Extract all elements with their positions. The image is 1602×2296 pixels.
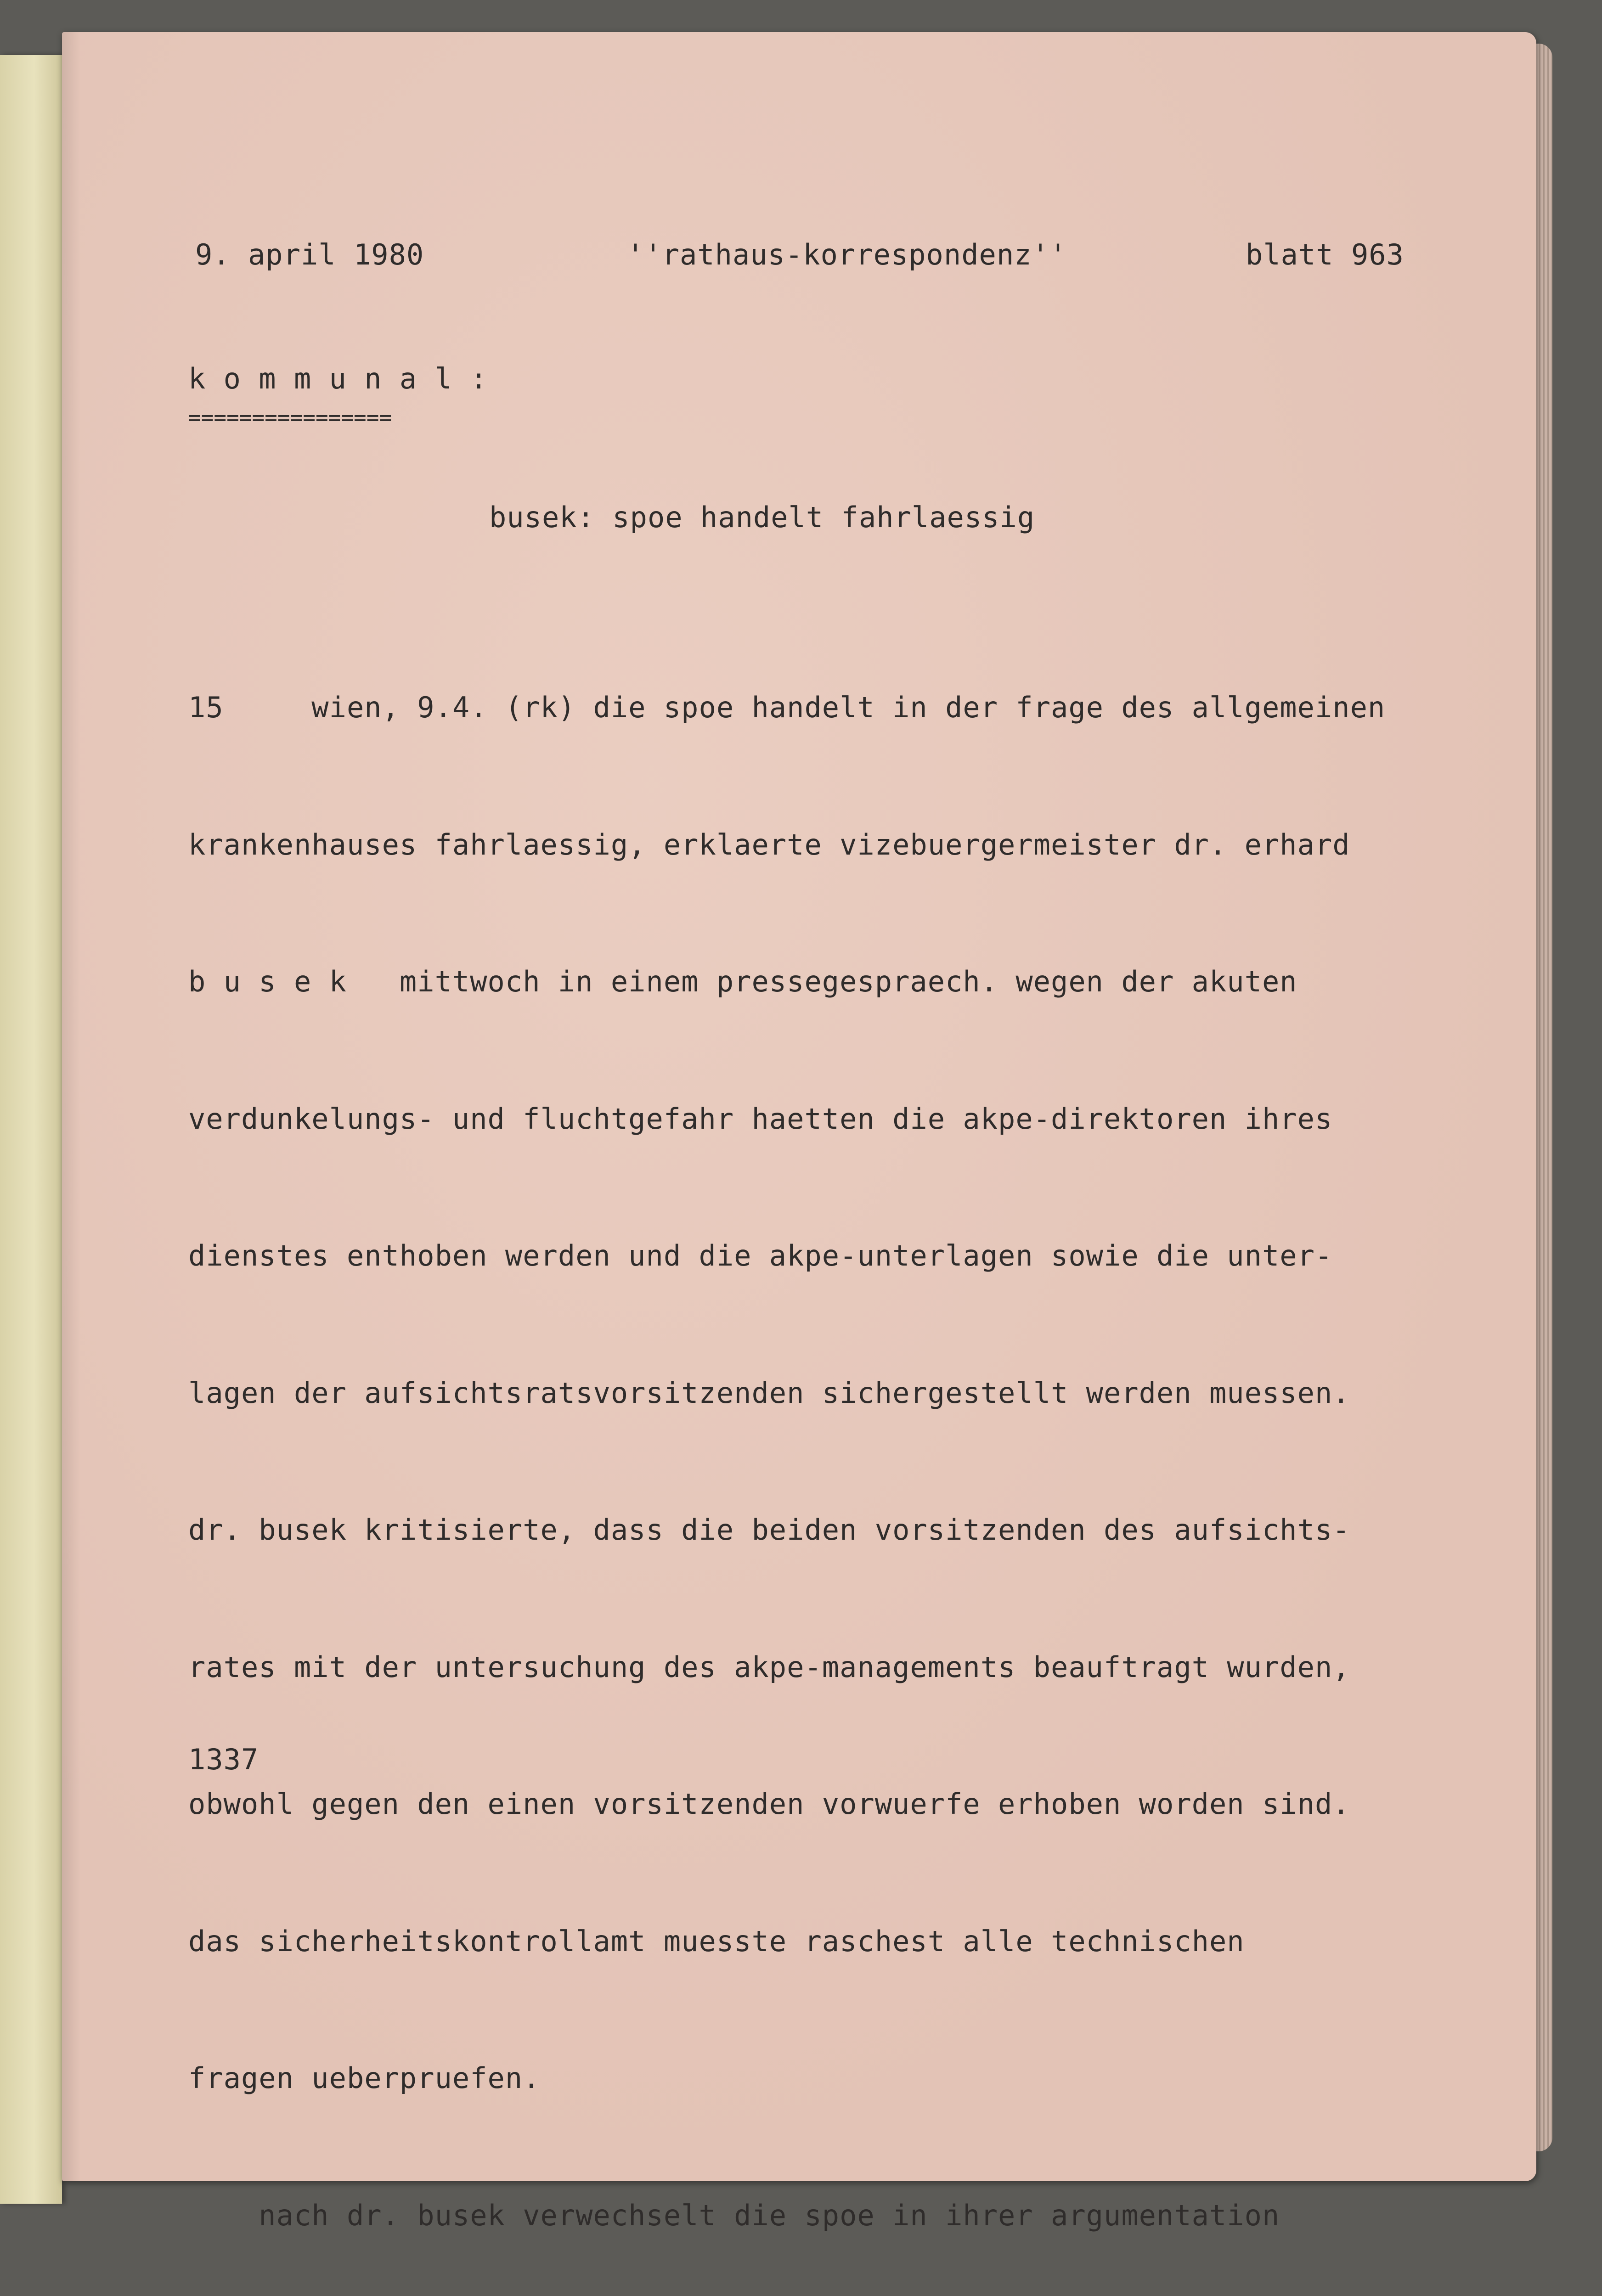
footer-number: 1337 xyxy=(188,1743,259,1776)
section-label: k o m m u n a l : xyxy=(188,362,488,395)
article-headline: busek: spoe handelt fahrlaessig xyxy=(489,501,1035,534)
section-underline: ================ xyxy=(188,405,392,430)
body-line: rates mit der untersuchung des akpe-managements beauftragt wurden, xyxy=(188,1650,1350,1684)
header-publication: ''rathaus-korrespondenz'' xyxy=(627,238,1067,271)
body-line: krankenhauses fahrlaessig, erklaerte vizebuergermeister dr. erhard xyxy=(188,827,1350,861)
body-line: fragen ueberpruefen. xyxy=(188,2061,541,2095)
body-line: obwohl gegen den einen vorsitzenden vorwuerfe erhoben worden sind. xyxy=(188,1787,1350,1821)
body-line: 15 wien, 9.4. (rk) die spoe handelt in der frage des allgemeinen xyxy=(188,691,1386,724)
article-body xyxy=(188,593,1403,2296)
header-date: 9. april 1980 xyxy=(195,238,424,271)
body-line: lagen der aufsichtsratsvorsitzenden sichergestellt werden muessen. xyxy=(188,1376,1350,1410)
body-line: dr. busek kritisierte, dass die beiden vorsitzenden des aufsichts- xyxy=(188,1513,1350,1547)
body-line: dienstes enthoben werden und die akpe-unterlagen sowie die unter- xyxy=(188,1239,1333,1272)
body-line: verdunkelungs- und fluchtgefahr haetten die akpe-direktoren ihres xyxy=(188,1102,1333,1136)
header-sheet-number: blatt 963 xyxy=(1246,238,1404,271)
body-line: nach dr. busek verwechselt die spoe in ihrer argumentation xyxy=(188,2198,1280,2232)
body-line: das sicherheitskontrollamt muesste raschest alle technischen xyxy=(188,1924,1245,1958)
facing-page-edge xyxy=(0,55,62,2204)
body-line: b u s e k mittwoch in einem pressegespraech. wegen der akuten xyxy=(188,965,1297,998)
